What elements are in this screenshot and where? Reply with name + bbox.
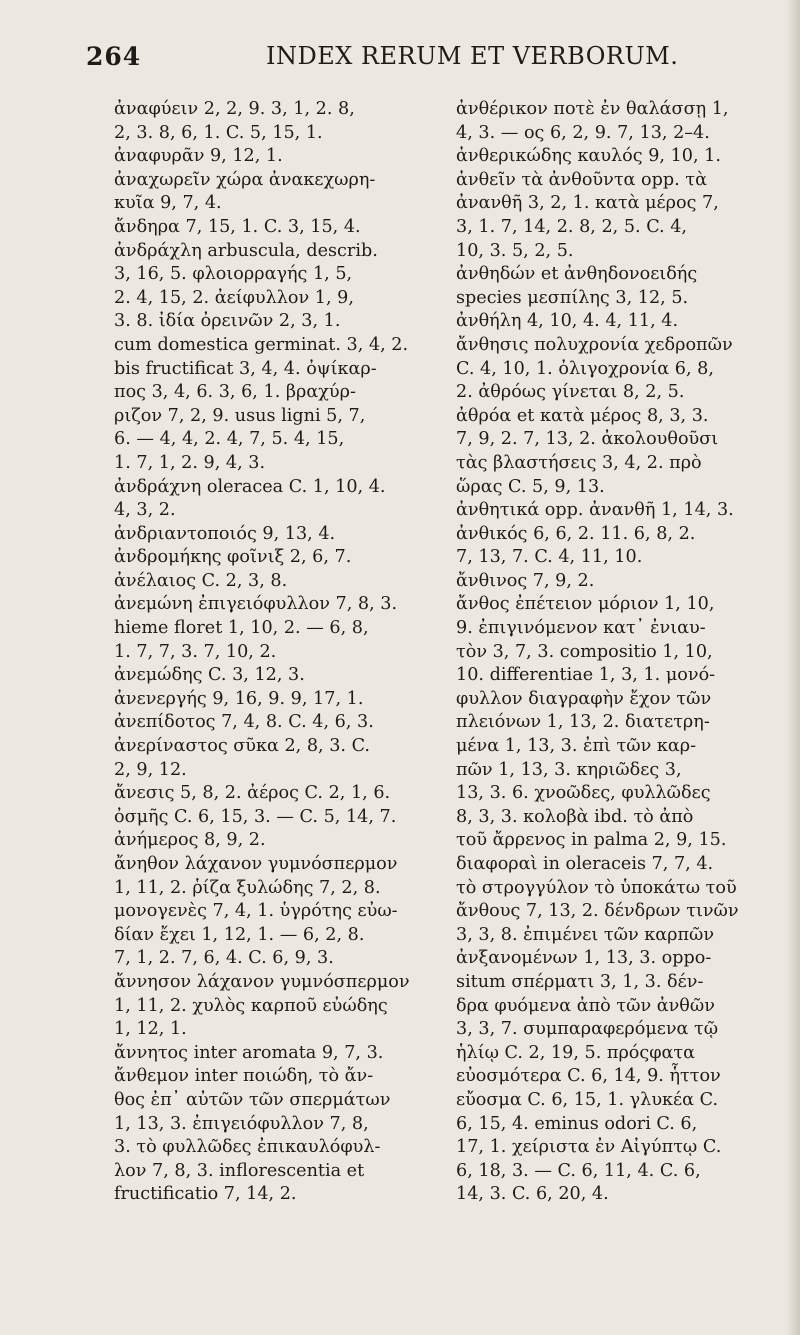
index-entry-line: τοῦ ἄρρενος in palma 2, 9, 15.: [456, 830, 727, 851]
index-entry-line: διαφοραὶ in oleraceis 7, 7, 4.: [456, 854, 714, 874]
index-entry-line: ἄνεσις 5, 8, 2. ἀέρος C. 2, 1, 6.: [114, 783, 391, 804]
index-entry-line: 6, 18, 3. — C. 6, 11, 4. C. 6,: [456, 1160, 701, 1181]
index-entry-line: ἀνήμερος 8, 9, 2.: [114, 830, 266, 851]
index-entry-line: C. 4, 10, 1. ὀλιγοχρονία 6, 8,: [456, 358, 714, 379]
index-entry-line: 9. ἐπιγινόμενον κατ᾽ ἐνιαυ-: [456, 618, 706, 639]
index-entry-line: λον 7, 8, 3. inflorescentia et: [114, 1160, 365, 1181]
index-entry-line: 10, 3. 5, 2, 5.: [456, 240, 574, 261]
index-entry-line: ἄνθους 7, 13, 2. δένδρων τινῶν: [456, 901, 739, 922]
index-entry-line: 17, 1. χείριστα ἐν Αἰγύπτῳ C.: [456, 1137, 722, 1158]
index-entry-line: τὸν 3, 7, 3. compositio 1, 10,: [456, 641, 713, 662]
index-entry-line: hieme floret 1, 10, 2. — 6, 8,: [114, 618, 369, 639]
index-entry-line: 1, 12, 1.: [114, 1019, 187, 1040]
index-entry-line: 8, 3, 3. κολοβὰ ibd. τὸ ἀπὸ: [456, 806, 694, 827]
index-entry-line: 1, 11, 2. χυλὸς καρποῦ εὐώδης: [114, 995, 388, 1016]
index-entry-line: δρα φυόμενα ἀπὸ τῶν ἀνθῶν: [456, 995, 715, 1016]
index-entry-line: ἀθρόα et κατὰ μέρος 8, 3, 3.: [456, 405, 709, 426]
index-entry-line: ἀνθεῖν τὰ ἀνθοῦντα opp. τὰ: [456, 169, 707, 190]
index-entry-line: ἄννησον λάχανον γυμνόσπερμον: [114, 971, 410, 992]
index-entry-line: 1, 11, 2. ῥίζα ξυλώδης 7, 2, 8.: [114, 877, 381, 898]
index-entry-line: 6, 15, 4. eminus odori C. 6,: [456, 1113, 698, 1134]
index-entry-line: ἀνδράχλη arbuscula, describ.: [114, 240, 378, 261]
page-header: [86, 42, 780, 82]
index-entry-line: cum domestica germinat. 3, 4, 2.: [114, 334, 409, 355]
index-entry-line: ἀνθέρικον ποτὲ ἐν θαλάσσῃ 1,: [456, 99, 729, 119]
index-entry-line: 1. 7, 1, 2. 9, 4, 3.: [114, 452, 266, 473]
index-entry-line: 7, 13, 7. C. 4, 11, 10.: [456, 547, 643, 568]
index-entry-line: situm σπέρματι 3, 1, 3. δέν-: [456, 971, 704, 992]
index-entry-line: ἀναφυρᾶν 9, 12, 1.: [114, 146, 283, 167]
index-entry-line: ἄνθινος 7, 9, 2.: [456, 570, 595, 591]
index-entry-line: 2, 9, 12.: [114, 759, 187, 780]
index-entry-line: 7, 1, 2. 7, 6, 4. C. 6, 9, 3.: [114, 948, 334, 969]
index-entry-line: ἀνθηδών et ἀνθηδονοειδής: [456, 264, 698, 285]
index-entry-line: species μεσπίλης 3, 12, 5.: [456, 287, 689, 308]
index-entry-line: ἄννητος inter aromata 9, 7, 3.: [114, 1042, 384, 1063]
index-entry-line: ἀνδράχνη oleracea C. 1, 10, 4.: [114, 476, 386, 497]
index-entry-line: 1. 7, 7, 3. 7, 10, 2.: [114, 641, 277, 662]
index-entry-line: ὥρας C. 5, 9, 13.: [456, 476, 605, 497]
index-entry-line: 3, 3, 7. συμπαραφερόμενα τῷ: [456, 1019, 719, 1040]
page-number: 264: [86, 42, 142, 71]
index-entry-line: κυῖα 9, 7, 4.: [114, 193, 222, 214]
index-entry-line: ἀνερίναστος σῦκα 2, 8, 3. C.: [114, 736, 371, 757]
index-entry-line: εὔοσμα C. 6, 15, 1. γλυκέα C.: [456, 1089, 719, 1110]
index-entry-line: ἀνενεργής 9, 16, 9. 9, 17, 1.: [114, 688, 364, 709]
index-entry-line: 4, 3. — ος 6, 2, 9. 7, 13, 2–4.: [456, 122, 710, 143]
index-entry-line: ἀνθήλη 4, 10, 4. 4, 11, 4.: [456, 311, 679, 332]
index-entry-line: 3, 3, 8. ἐπιμένει τῶν καρπῶν: [456, 924, 715, 945]
index-entry-line: ἀνδριαντοποιός 9, 13, 4.: [114, 523, 336, 544]
index-entry-line: ἀνέλαιος C. 2, 3, 8.: [114, 570, 288, 591]
running-title: INDEX RERUM ET VERBORUM.: [266, 42, 679, 70]
index-entry-line: 2, 3. 8, 6, 1. C. 5, 15, 1.: [114, 122, 323, 143]
index-entry-line: εὐοσμότερα C. 6, 14, 9. ἧττον: [456, 1066, 721, 1087]
index-entry-line: ἄνηθον λάχανον γυμνόσπερμον: [114, 854, 398, 874]
index-entry-line: ριζον 7, 2, 9. usus ligni 5, 7,: [114, 405, 366, 426]
index-entry-line: μένα 1, 13, 3. ἐπὶ τῶν καρ-: [456, 736, 697, 757]
index-entry-line: 4, 3, 2.: [114, 500, 176, 521]
index-entry-line: 3. τὸ φυλλῶδες ἐπικαυλόφυλ-: [114, 1137, 381, 1158]
index-entry-line: μονογενὲς 7, 4, 1. ὑγρότης εὐω-: [114, 901, 398, 922]
left-column: [114, 98, 454, 1207]
index-entry-line: δίαν ἔχει 1, 12, 1. — 6, 2, 8.: [114, 924, 365, 945]
index-entry-line: πῶν 1, 13, 3. κηριῶδες 3,: [456, 759, 682, 780]
index-entry-line: 3, 16, 5. φλοιορραγής 1, 5,: [114, 264, 353, 285]
index-entry-line: ἀνθερικώδης καυλός 9, 10, 1.: [456, 146, 721, 167]
index-entry-line: τὰς βλαστήσεις 3, 4, 2. πρὸ: [456, 452, 702, 473]
index-entry-line: ἄνθησις πολυχρονία χεδροπῶν: [456, 334, 733, 355]
index-entry-line: φυλλον διαγραφὴν ἔχον τῶν: [456, 688, 712, 709]
index-entry-line: 10. differentiae 1, 3, 1. μονό-: [456, 665, 716, 686]
index-entry-line: ἀνεμώδης C. 3, 12, 3.: [114, 665, 305, 686]
index-entry-line: ἀναχωρεῖν χώρα ἀνακεχωρη-: [114, 169, 376, 190]
index-entry-line: ἀνδρομήκης φοῖνιξ 2, 6, 7.: [114, 547, 352, 568]
index-entry-line: ἀνανθῆ 3, 2, 1. κατὰ μέρος 7,: [456, 193, 719, 214]
index-entry-line: bis fructificat 3, 4, 4. ὀψίκαρ-: [114, 358, 377, 379]
index-entry-line: ἄνθος ἐπέτειον μόριον 1, 10,: [456, 594, 715, 615]
index-entry-line: ἀνεπίδοτος 7, 4, 8. C. 4, 6, 3.: [114, 712, 374, 733]
index-entry-line: 1, 13, 3. ἐπιγειόφυλλον 7, 8,: [114, 1113, 369, 1134]
index-entry-line: ἀνθητικά opp. ἀνανθῆ 1, 14, 3.: [456, 500, 734, 521]
index-entry-line: ἄνθεμον inter ποιώδη, τὸ ἄν-: [114, 1066, 374, 1087]
index-entry-line: fructificatio 7, 14, 2.: [114, 1184, 297, 1205]
index-entry-line: 3, 1. 7, 14, 2. 8, 2, 5. C. 4,: [456, 216, 688, 237]
index-entry-line: πλειόνων 1, 13, 2. διατετρη-: [456, 712, 710, 733]
index-entry-line: 2. 4, 15, 2. ἀείφυλλον 1, 9,: [114, 287, 354, 308]
right-column: [456, 98, 796, 1207]
index-entry-line: ἀναφύειν 2, 2, 9. 3, 1, 2. 8,: [114, 99, 355, 119]
index-entry-line: 13, 3. 6. χνοῶδες, φυλλῶδες: [456, 783, 711, 804]
index-entry-line: 6. — 4, 4, 2. 4, 7, 5. 4, 15,: [114, 429, 345, 450]
index-entry-line: 3. 8. ἰδία ὀρεινῶν 2, 3, 1.: [114, 311, 341, 332]
index-entry-line: ἀνθικός 6, 6, 2. 11. 6, 8, 2.: [456, 523, 696, 544]
index-entry-line: 2. ἀθρόως γίνεται 8, 2, 5.: [456, 382, 685, 403]
index-entry-line: ὀσμῆς C. 6, 15, 3. — C. 5, 14, 7.: [114, 806, 397, 827]
index-entry-line: ἀνεμώνη ἐπιγειόφυλλον 7, 8, 3.: [114, 594, 398, 615]
index-entry-line: 7, 9, 2. 7, 13, 2. ἀκολουθοῦσι: [456, 429, 719, 450]
index-entry-line: θος ἐπ᾽ αὐτῶν τῶν σπερμάτων: [114, 1089, 391, 1110]
index-entry-line: ἀνξανομένων 1, 13, 3. oppo-: [456, 948, 712, 969]
index-entry-line: ἄνδηρα 7, 15, 1. C. 3, 15, 4.: [114, 216, 361, 237]
index-entry-line: 14, 3. C. 6, 20, 4.: [456, 1184, 609, 1205]
index-entry-line: πος 3, 4, 6. 3, 6, 1. βραχύρ-: [114, 382, 356, 403]
index-entry-line: ἡλίῳ C. 2, 19, 5. πρόςφατα: [456, 1042, 696, 1063]
index-entry-line: τὸ στρογγύλον τὸ ὑποκάτω τοῦ: [456, 877, 737, 898]
page-edge-shadow: [786, 0, 800, 1335]
